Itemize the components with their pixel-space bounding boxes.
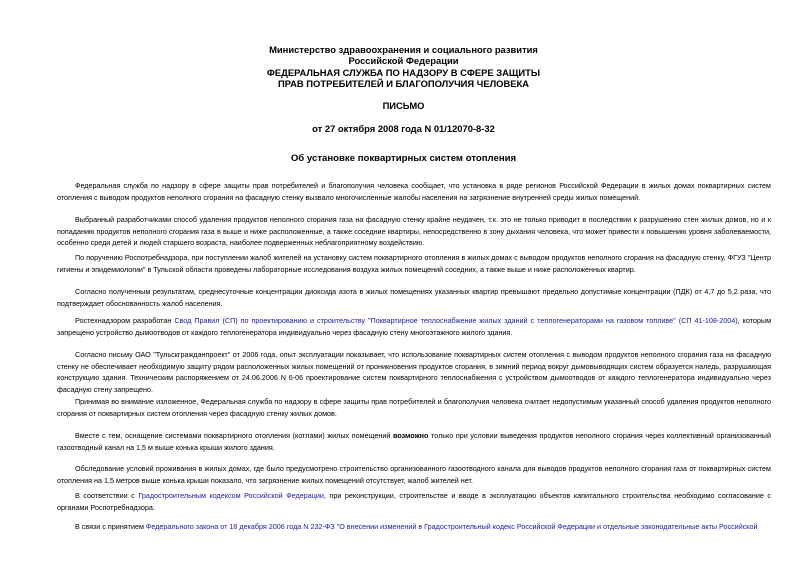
paragraph-5-text-a: Ростехнадзором разработан — [75, 316, 175, 325]
paragraph-8 — [57, 430, 771, 453]
document-subject: Об установке поквартирных систем отопления — [290, 153, 517, 164]
paragraph-8-text-b: только при условии выведения продуктов неполного сгорания через коллективный организованный газоотводный канал на 1,5 м выше конька крыши жилого здания. — [57, 431, 771, 452]
paragraph-2: Выбранный разработчиками способ удаления продуктов неполного сгорания газа на фасадную стенку крайне неудачен, т.к. это не только приводит в последствии к разрушению стен жилых домов, но и к попаданию продуктов неполного сгорания газа в выше и ниже расположенные, а также соседние квартиры, непосредственно в зону дыхания человека, что может привести к повышению уровня заболеваемости, особенно среди детей и людей старшего возраста, наиболее подверженных неблагоприятному воздействию. — [57, 215, 771, 248]
paragraph-4: Согласно полученным результатам, среднесуточные концентрации диоксида азота в жилых помещениях указанных квартир превышают предельно допустимые концентрации (ПДК) от 4,7 до 5,2 раза, что подтверждает обоснованность жалоб населения. — [57, 287, 771, 308]
paragraph-10-text-b: , при реконструкции, строительстве и вводе в эксплуатацию объектов капитального строительства необходимо согласование с органами Роспотребнадзора. — [57, 491, 771, 512]
paragraph-3: По поручению Роспотребнадзора, при поступлении жалоб жителей на установку систем поквартирного отопления в жилых домах с выводом продуктов неполного сгорания на фасадную стенку, ФГУЗ "Центр гигиены и эпидемиологии" в Тульской области проведены лабораторные исследования воздуха жилых помещений соседних, а также выше и ниже расположенных квартир. — [57, 253, 771, 274]
federal-law-232-fz-link[interactable]: Федерального закона от 18 декабря 2006 года N 232-ФЗ "О внесении изменений в Градостроительный кодекс Российской Федерации и отдельные законодательные акты Российской — [145, 522, 758, 531]
header-service-line2: ПРАВ ПОТРЕБИТЕЛЕЙ И БЛАГОПОЛУЧИЯ ЧЕЛОВЕКА — [278, 78, 529, 90]
paragraph-10-text-a: В соответствии с — [75, 491, 139, 500]
paragraph-6: Согласно письму ОАО "Тульскгражданпроект" от 2006 года, опыт эксплуатации показывает, что использование поквартирных систем отопления с выводом продуктов неполного сгорания газа на фасадную стенку не обеспечивает необходимую защиту рядом расположенных жилых помещений от проникновения продуктов сгорания, в зимний период вокруг дымовыводящих систем образуется наледь, разрушающая конструкцию здания. Техническим распоряжением от 24.06.2006 N 6-06 проектирование систем поквартирного теплоснабжения с устройством дымоотводов от каждого теплогенератора индивидуально через фасадную стену запрещено. — [57, 350, 771, 394]
sp-rules-link[interactable]: Свод Правил (СП) по проектированию и строительству "Поквартирное теплоснабжение жилых зданий с теплогенераторами на газовом топливе" — [174, 316, 676, 325]
paragraph-11 — [57, 521, 771, 533]
header-service-line1: ФЕДЕРАЛЬНАЯ СЛУЖБА ПО НАДЗОРУ В СФЕРЕ ЗАЩИТЫ — [266, 66, 541, 78]
paragraph-5 — [57, 315, 771, 338]
header-country: Российской Федерации — [348, 55, 459, 67]
paragraph-8-text-a: Вместе с тем, оснащение системами поквартирного отопления (котлами) жилых помещений — [75, 431, 394, 440]
paragraph-9: Обследование условий проживания в жилых домах, где было предусмотрено строительство организованного газоотводного канала для выводов продуктов неполного сгорания газа от поквартирных систем отопления на 1,5 метров выше конька крыши показало, что загрязнение жилых помещений отсутствует, жалоб жителей нет. — [57, 464, 771, 485]
header-ministry: Министерство здравоохранения и социального развития — [269, 44, 538, 55]
paragraph-8-bold-word: возможно — [393, 431, 429, 440]
paragraph-5-text-c: , которым запрещено устройство дымоотводов от каждого теплогенератора индивидуально через фасадную стену многоэтажного жилого здания. — [57, 316, 772, 337]
document-type: ПИСЬМО — [382, 100, 425, 111]
document-header — [0, 44, 807, 90]
paragraph-11-text-a: В связи с принятием — [75, 522, 146, 531]
paragraph-7: Принимая во внимание изложенное, Федеральная служба по надзору в сфере защиты прав потребителей и благополучия человека считает недопустимым указанный способ удаления продуктов неполного сгорания от поквартирных систем отопления через фасадную стенку жилых домов. — [57, 397, 771, 418]
urban-planning-code-link[interactable]: Градостроительным кодексом Российской Федерации — [138, 491, 324, 500]
document-date-number: от 27 октября 2008 года N 01/12070-8-32 — [312, 123, 495, 134]
sp-41-108-2004-link[interactable]: (СП 41-108-2004) — [678, 316, 738, 325]
paragraph-1: Федеральная служба по надзору в сфере защиты прав потребителей и благополучия человека сообщает, что установка в ряде регионов Российской Федерации в жилых домах поквартирных систем отопления с выводом продуктов неполного сгорания на фасадную стенку вызвало многочисленные жалобы населения на загрязнение внутренней среды жилых помещений. — [57, 181, 771, 202]
paragraph-10 — [57, 490, 771, 513]
